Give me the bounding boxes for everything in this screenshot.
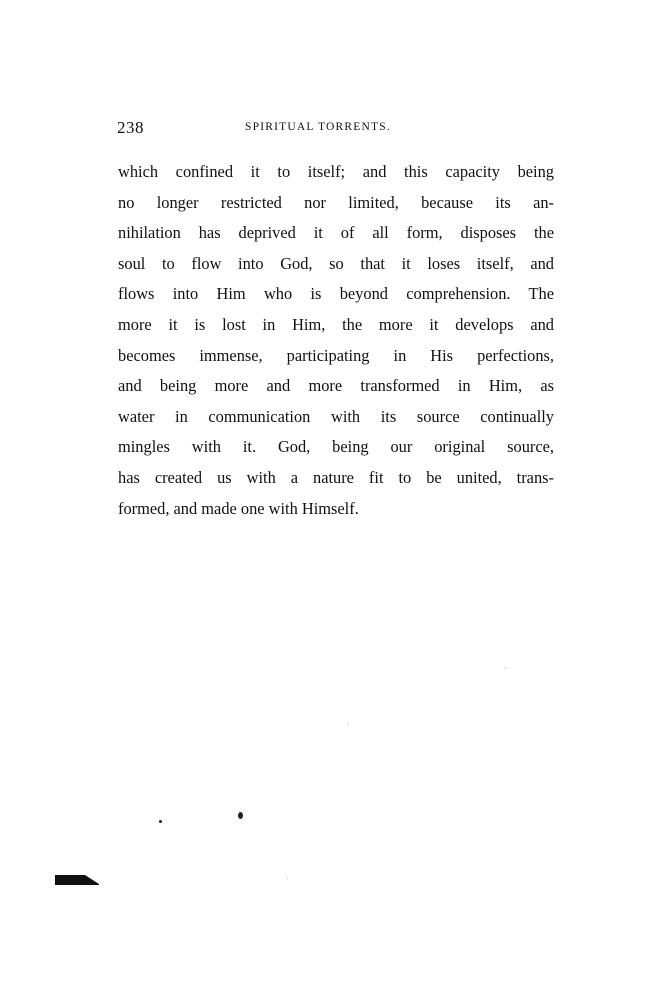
text-line: formed, and made one with Himself. xyxy=(118,498,359,518)
ink-speck xyxy=(287,878,288,879)
ink-speck xyxy=(505,667,506,668)
text-line: flows into Him who is beyond comprehension. The xyxy=(118,284,554,304)
text-line: soul to flow into God, so that it loses itself, and xyxy=(118,253,554,273)
ink-speck xyxy=(238,812,243,819)
text-line: nihilation has deprived it of all form, disposes the xyxy=(118,223,554,243)
text-line: has created us with a nature fit to be united, trans- xyxy=(118,467,554,487)
text-line: and being more and more transformed in Him, as xyxy=(118,376,554,396)
text-line: mingles with it. God, being our original source, xyxy=(118,437,554,457)
text-line: water in communication with its source continually xyxy=(118,406,554,426)
text-line: more it is lost in Him, the more it develops and xyxy=(118,314,554,334)
running-head xyxy=(117,118,554,142)
running-title: SPIRITUAL TORRENTS. xyxy=(245,121,391,133)
text-line: becomes immense, participating in His perfections, xyxy=(118,345,554,365)
ink-speck xyxy=(159,820,162,823)
text-line: no longer restricted nor limited, because its an- xyxy=(118,192,554,212)
body-paragraph xyxy=(118,157,554,524)
page-number: 238 xyxy=(117,118,144,137)
ink-speck xyxy=(348,724,349,725)
text-line: which confined it to itself; and this capacity being xyxy=(118,162,554,181)
scan-bleed-mark xyxy=(55,875,99,885)
